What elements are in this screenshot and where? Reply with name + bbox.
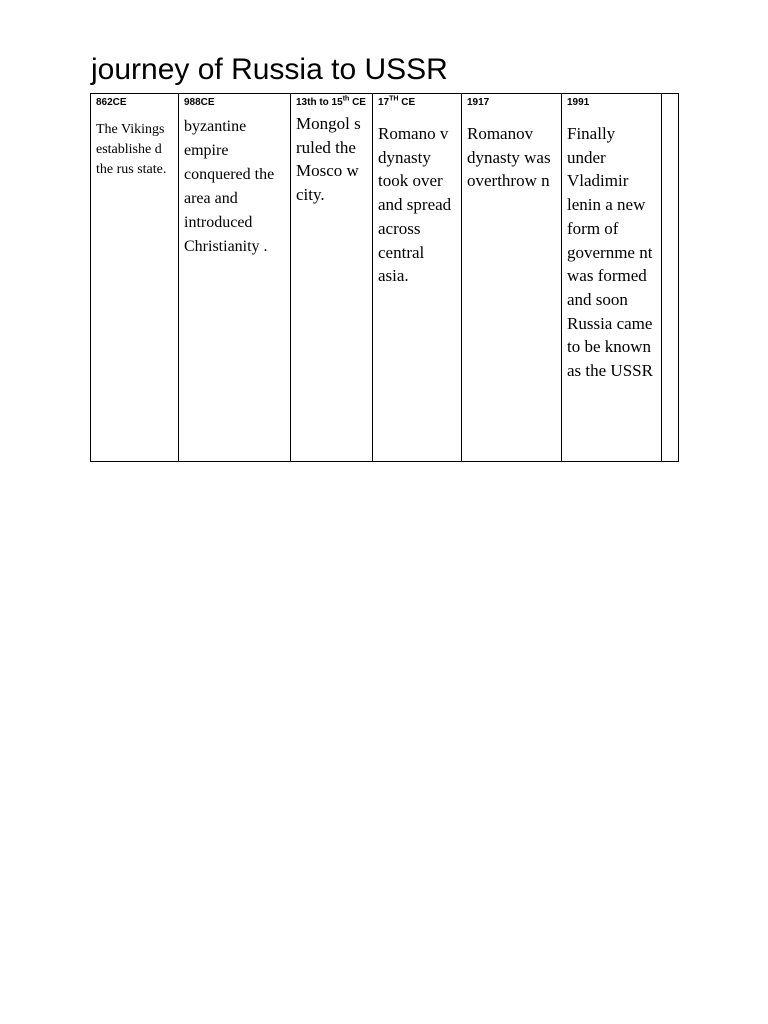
table-cell-862ce <box>91 94 179 462</box>
event-text: Finally under Vladimir lenin a new form of governme nt was formed and soon Russia came to be known as the USSR <box>567 124 653 381</box>
event-text: Mongol s ruled the Mosco w city. <box>296 114 361 205</box>
table-cell-988ce <box>179 94 291 462</box>
page-title: journey of Russia to USSR <box>91 53 448 86</box>
date-label: 1917 <box>467 97 490 108</box>
event-text: Romanov dynasty was overthrow n <box>467 124 551 191</box>
date-label: 1991 <box>567 97 590 108</box>
table-cell-17th <box>373 94 462 462</box>
event-text: byzantine empire conquered the area and introduced Christianity . <box>184 118 275 255</box>
event-text: Romano v dynasty took over and spread across central asia. <box>378 124 452 286</box>
date-label: 13th to 15th CE <box>296 95 366 108</box>
date-label <box>667 96 674 109</box>
date-label: 988CE <box>184 97 215 108</box>
table-cell-1991 <box>562 94 662 462</box>
date-label: 862CE <box>96 97 127 108</box>
event-text: The Vikings establishe d the rus state. <box>96 122 167 177</box>
table-cell-1917 <box>462 94 562 462</box>
table-cell-13th-to-15th <box>291 94 373 462</box>
table-cell-empty <box>662 94 679 462</box>
table-row <box>91 94 679 462</box>
date-label: 17TH CE <box>378 95 416 108</box>
timeline-table <box>90 93 679 462</box>
